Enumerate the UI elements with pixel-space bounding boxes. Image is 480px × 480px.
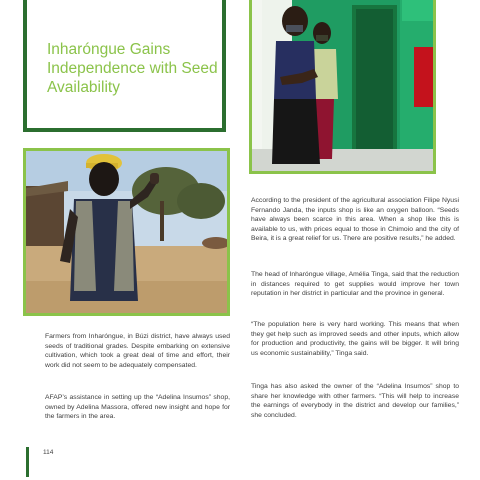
paragraph-afap-assistance: AFAP’s assistance in setting up the “Adelina Insumos” shop, owned by Adelina Massora, offered new insight and hope for the farmers in the area.: [45, 394, 230, 421]
paragraph-farmers: Farmers from Inharóngue, in Búzi district, have always used seeds of traditional grades. Despite embarking on extensive cultivation, which took a great deal of time and effort, their work did not seem to be adequately compensated.: [45, 333, 230, 369]
paragraph-shop-owner-request: Tinga has also asked the owner of the “Adelina Insumos” shop to share her knowledge with other farmers. “This will help to increase the earnings of everybody in the district and develop our families,” she concluded.: [251, 383, 459, 419]
paragraph-village-head: The head of Inharóngue village, Amélia Tinga, said that the reduction in distances required to get supplies would improve her town reputation in her district in particular and the province in general.: [251, 271, 459, 298]
photo-women-at-shop: [249, 0, 436, 174]
page-number: 114: [43, 449, 54, 456]
paragraph-president-quote: According to the president of the agricultural association Filipe Nyusi Fernando Janda, the inputs shop is like an oxygen balloon. “Seeds have always been scarce in this area. When a shop like this is available to us, with prices equal to those in Chimoio and the city of Beira, it is a great relief for us. There are positive results,” he added.: [251, 197, 459, 243]
page-number-bar: [26, 447, 29, 477]
article-title: Inharóngue Gains Independence with Seed Availability: [47, 41, 218, 96]
title-box: [23, 0, 226, 132]
paragraph-population: “The population here is very hard working. This means that when they get help such as improved seeds and other inputs, which allow for production and productivity, the gains will be bigger. It will bring us economic sustainability,” Tinga said.: [251, 321, 459, 357]
photo-farmer: [23, 148, 230, 316]
